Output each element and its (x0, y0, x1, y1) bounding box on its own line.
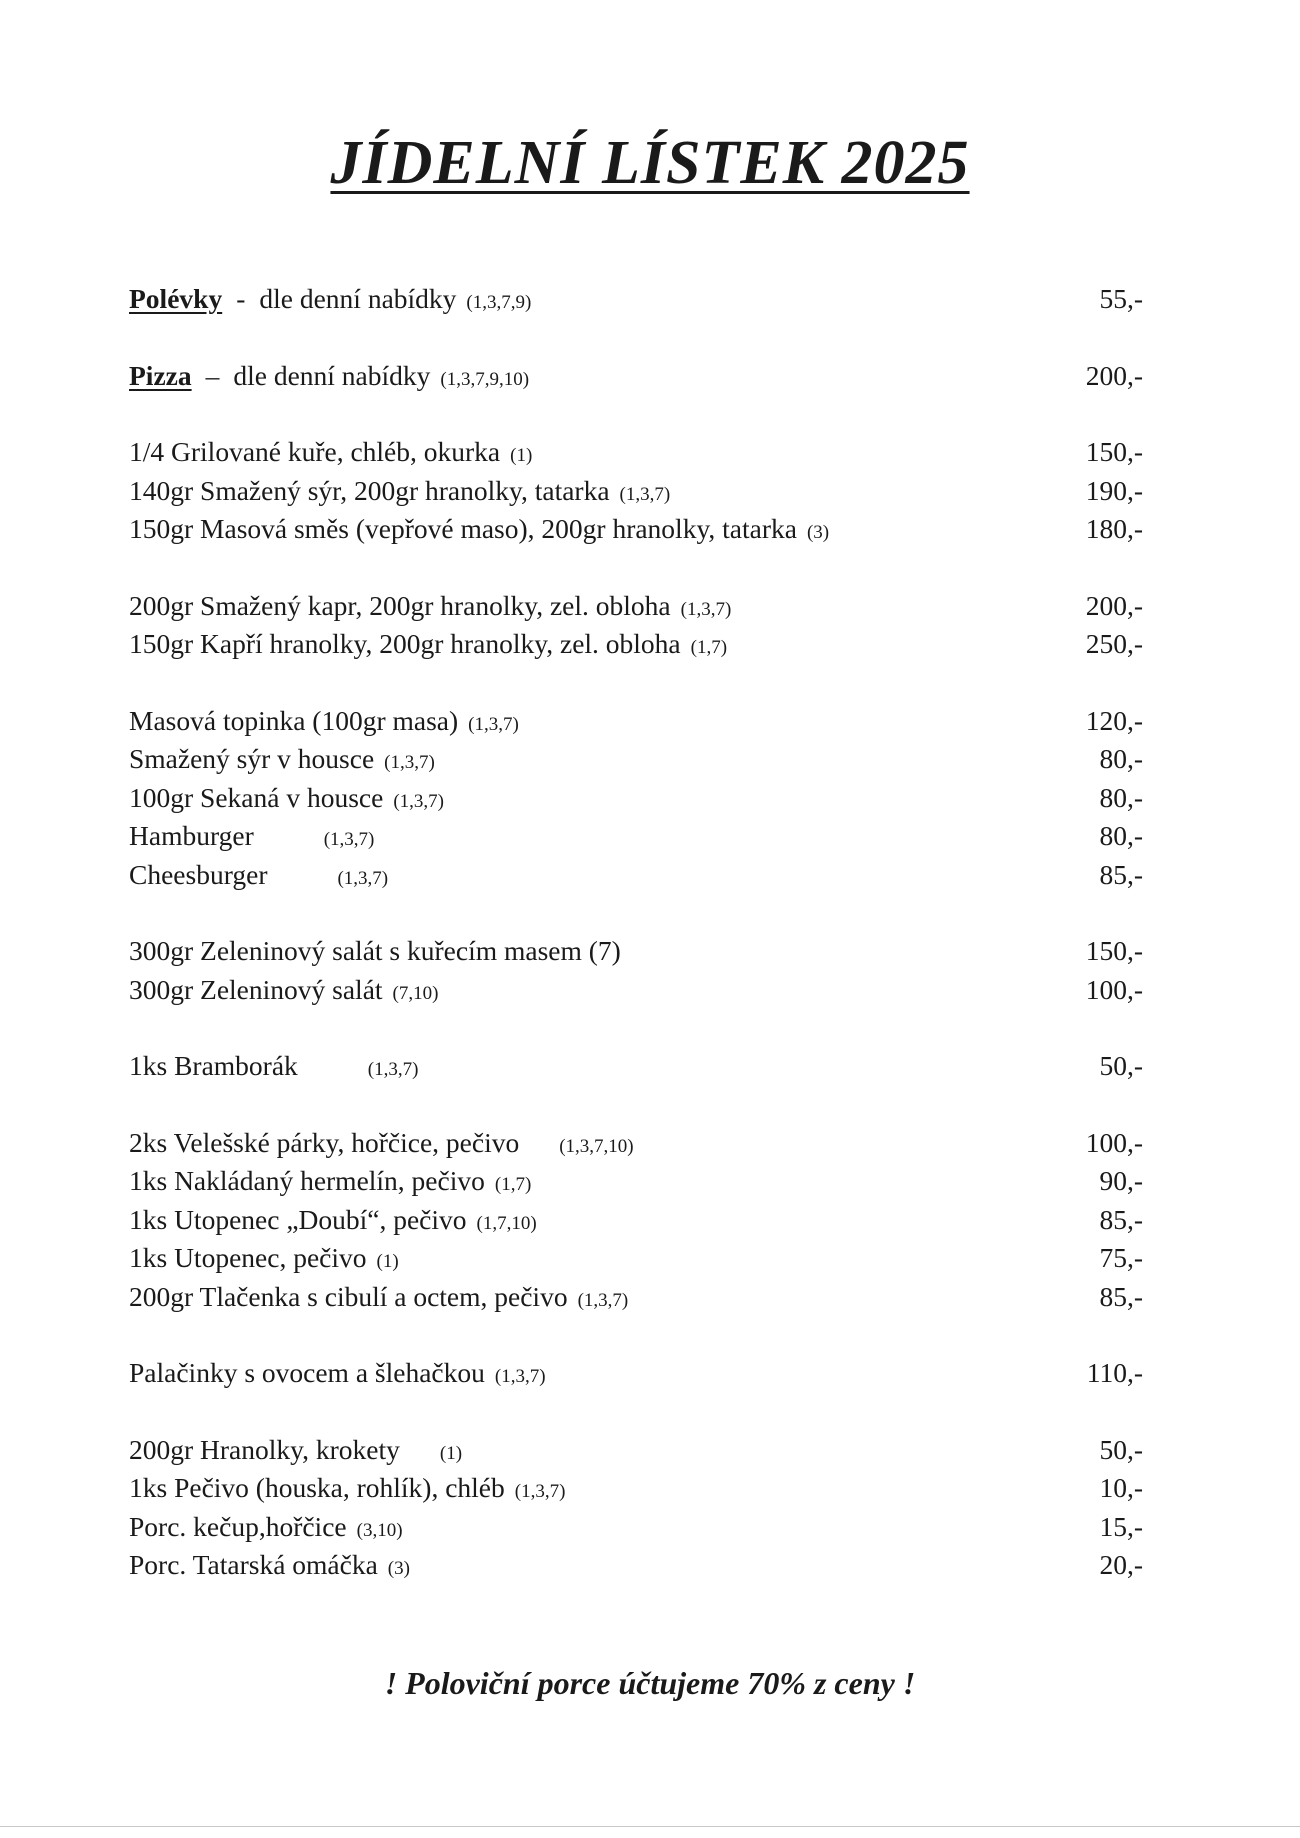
menu-item (129, 856, 1143, 895)
item-name: dle denní nabídky (259, 283, 457, 314)
allergens: (1,3,7) (393, 790, 444, 812)
item-name: 150gr Masová směs (vepřové maso), 200gr hranolky, tatarka (129, 513, 797, 544)
menu-item (129, 932, 1143, 971)
menu-item (129, 1201, 1143, 1240)
menu-item (129, 1469, 1143, 1508)
item-price: 100,- (1085, 1126, 1143, 1158)
item-name: Porc. Tatarská omáčka (129, 1549, 378, 1580)
menu-item (129, 1124, 1143, 1163)
item-name: 1ks Pečivo (houska, rohlík), chléb (129, 1472, 505, 1503)
allergens: (1,7,10) (476, 1212, 537, 1234)
item-name: Masová topinka (100gr masa) (129, 704, 459, 736)
allergens: (1,3,7) (337, 867, 389, 889)
allergens: (3) (806, 522, 830, 543)
item-name: dle denní nabídky (233, 359, 431, 391)
menu-item (129, 1546, 1143, 1585)
menu-item-pizza (129, 357, 1143, 396)
item-name: 2ks Velešské párky, hořčice, pečivo (129, 1126, 520, 1158)
item-price: 190,- (1085, 474, 1143, 506)
item-price: 120,- (1085, 704, 1143, 736)
item-price: 85,- (1099, 858, 1143, 890)
bottom-rule (0, 1826, 1300, 1827)
page-title: JÍDELNÍ LÍSTEK 2025 (330, 129, 970, 197)
category-label: Pizza (129, 359, 192, 391)
allergens: (1,3,7) (468, 713, 519, 735)
item-name: Cheesburger (129, 858, 268, 890)
allergens: (1,3,7) (514, 1481, 566, 1502)
item-price: 85,- (1099, 1203, 1143, 1235)
allergens: (1,3,7) (577, 1289, 629, 1311)
item-name: 200gr Tlačenka s cibulí a octem, pečivo (129, 1280, 568, 1312)
menu-item (129, 971, 1143, 1010)
item-name: 100gr Sekaná v housce (129, 781, 384, 813)
menu-item (129, 587, 1143, 626)
item-price: 180,- (1085, 513, 1143, 544)
item-name: Porc. kečup,hořčice (129, 1510, 347, 1542)
item-price: 15,- (1099, 1510, 1143, 1542)
item-price: 150,- (1085, 935, 1143, 966)
item-price: 90,- (1099, 1165, 1143, 1196)
allergens: (1,3,7) (680, 598, 732, 620)
menu-item (129, 1508, 1143, 1547)
item-price: 75,- (1099, 1242, 1143, 1273)
item-price: 110,- (1086, 1357, 1143, 1388)
menu-item (129, 1047, 1143, 1086)
allergens: (1,3,7,10) (559, 1135, 634, 1157)
menu-item-soups (129, 280, 1143, 319)
allergens: (1,3,7) (384, 752, 435, 773)
separator: - (236, 283, 246, 314)
allergens: (1,7) (494, 1174, 532, 1195)
item-price: 55,- (1099, 283, 1143, 314)
item-name: 200gr Hranolky, krokety (129, 1433, 400, 1465)
menu-item (129, 817, 1143, 856)
item-name: Palačinky s ovocem a šlehačkou (129, 1357, 485, 1388)
item-price: 50,- (1099, 1433, 1143, 1465)
item-name: 1ks Bramborák (129, 1050, 298, 1081)
category-label: Polévky (129, 283, 223, 314)
allergens: (1) (376, 1251, 399, 1272)
item-price: 200,- (1085, 589, 1143, 621)
item-price: 200,- (1085, 359, 1143, 391)
allergens: (1,3,7) (619, 483, 671, 505)
item-price: 150,- (1085, 436, 1143, 467)
item-name: 1ks Nakládaný hermelín, pečivo (129, 1165, 485, 1196)
allergens: (3,10) (356, 1519, 403, 1541)
item-price: 100,- (1085, 973, 1143, 1005)
item-name: 1ks Utopenec „Doubí“, pečivo (129, 1203, 467, 1235)
menu-item (129, 472, 1143, 511)
item-name: 300gr Zeleninový salát s kuřecím masem (7) (129, 935, 621, 966)
allergens: (1,3,7) (323, 829, 375, 850)
menu-item (129, 702, 1143, 741)
item-name: 140gr Smažený sýr, 200gr hranolky, tatarka (129, 474, 610, 506)
item-name: 300gr Zeleninový salát (129, 973, 383, 1005)
allergens: (1,3,7) (367, 1059, 419, 1080)
item-price: 50,- (1099, 1050, 1143, 1081)
allergens: (1,7) (690, 637, 728, 658)
item-name: 200gr Smažený kapr, 200gr hranolky, zel. obloha (129, 589, 671, 621)
allergens: (1,3,7,9) (466, 292, 532, 313)
item-price: 80,- (1099, 820, 1143, 851)
menu-item (129, 1431, 1143, 1470)
allergens: (1) (439, 1442, 463, 1464)
menu-item (129, 510, 1143, 549)
item-name: Hamburger (129, 820, 254, 851)
menu-item (129, 1278, 1143, 1317)
menu-item (129, 1354, 1143, 1393)
item-name: 1/4 Grilované kuře, chléb, okurka (129, 436, 501, 467)
menu-list (129, 280, 1143, 1585)
item-price: 20,- (1099, 1549, 1143, 1580)
menu-item (129, 740, 1143, 779)
menu-item (129, 433, 1143, 472)
allergens: (3) (387, 1558, 410, 1579)
item-price: 10,- (1099, 1472, 1143, 1503)
item-price: 85,- (1099, 1280, 1143, 1312)
half-portion-note: ! Poloviční porce účtujeme 70% z ceny ! (384, 1665, 916, 1701)
allergens: (1,3,7,9,10) (440, 368, 530, 390)
menu-item (129, 1162, 1143, 1201)
allergens: (7,10) (392, 982, 439, 1004)
item-name: Smažený sýr v housce (129, 743, 375, 774)
allergens: (1) (510, 445, 533, 466)
menu-item (129, 625, 1143, 664)
item-name: 150gr Kapří hranolky, 200gr hranolky, zel. obloha (129, 628, 681, 659)
item-price: 80,- (1099, 781, 1143, 813)
menu-item (129, 1239, 1143, 1278)
menu-item (129, 779, 1143, 818)
item-price: 80,- (1099, 743, 1143, 774)
separator: – (205, 359, 220, 391)
allergens: (1,3,7) (494, 1366, 546, 1387)
item-name: 1ks Utopenec, pečivo (129, 1242, 367, 1273)
item-price: 250,- (1085, 628, 1143, 659)
